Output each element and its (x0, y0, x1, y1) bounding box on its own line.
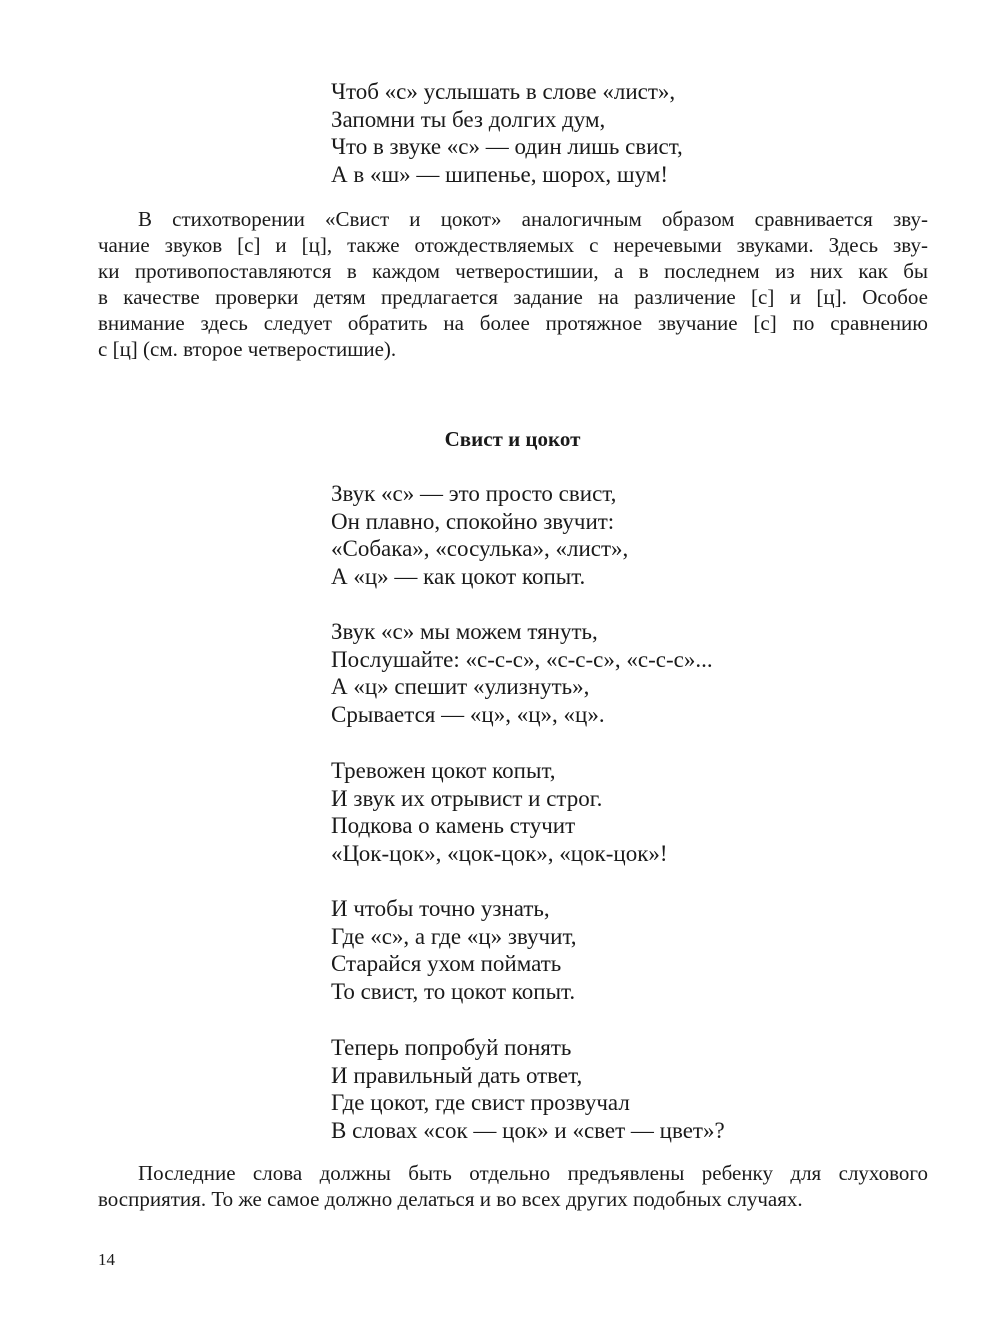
closing-paragraph (98, 1160, 928, 1212)
verse-line: Срывается — «ц», «ц», «ц». (331, 701, 605, 727)
paragraph-line: с [ц] (см. второе четверостишие). (98, 337, 397, 361)
poem-title: Свист и цокот (444, 427, 581, 451)
verse-line: Подкова о камень стучит (331, 813, 576, 838)
verse-line: И звук их отрывист и строг. (331, 785, 603, 811)
verse-line: Где цокот, где свист прозвучал (331, 1090, 630, 1115)
verse-line: Что в звуке «с» — один лишь свист, (331, 134, 683, 159)
verse-line: Звук «с» — это просто свист, (331, 481, 617, 506)
verse-line: То свист, то цокот копыт. (331, 978, 576, 1004)
verse-line: Где «с», а где «ц» звучит, (331, 923, 577, 949)
verse-line: Чтоб «с» услышать в слове «лист», (331, 79, 676, 104)
paragraph-line: Последние слова должны быть отдельно предъявлены ребенку для слухового (138, 1161, 928, 1185)
verse-line: Запомни ты без долгих дум, (331, 106, 606, 132)
poem-stanza-5 (331, 1034, 725, 1144)
verse-line: «Цок-цок», «цок-цок», «цок-цок»! (331, 840, 668, 866)
verse-line: Старайся ухом поймать (331, 951, 562, 976)
poem-stanza-2 (331, 618, 713, 728)
poem-stanza-4 (331, 895, 577, 1005)
verse-line: Он плавно, спокойно звучит: (331, 508, 615, 534)
verse-line: «Собака», «сосулька», «лист», (331, 536, 629, 561)
page-number: 14 (98, 1250, 115, 1269)
paragraph-line: В стихотворении «Свист и цокот» аналогичным образом сравнивается зву- (138, 207, 928, 231)
verse-line: И чтобы точно узнать, (331, 896, 550, 921)
poem-stanza-3 (331, 757, 668, 867)
verse-line: А в «ш» — шипенье, шорох, шум! (331, 161, 668, 187)
verse-line: Тревожен цокот копыт, (331, 758, 556, 783)
verse-line: И правильный дать ответ, (331, 1062, 583, 1088)
verse-line: Послушайте: «с-с-с», «с-с-с», «с-с-с»... (331, 646, 713, 672)
verse-line: А «ц» спешит «улизнуть», (331, 674, 590, 699)
verse-line: А «ц» — как цокот копыт. (331, 563, 586, 589)
paragraph-line: восприятия. То же самое должно делаться и во всех других подобных случаях. (98, 1187, 803, 1211)
explanation-paragraph (98, 206, 928, 362)
intro-stanza (331, 78, 683, 188)
paragraph-line: в качестве проверки детям предлагается задание на различение [с] и [ц]. Особое (98, 285, 928, 309)
paragraph-line: внимание здесь следует обратить на более протяжное звучание [с] по сравнению (98, 311, 928, 335)
verse-line: В словах «сок — цок» и «свет — цвет»? (331, 1117, 725, 1143)
verse-line: Звук «с» мы можем тянуть, (331, 619, 598, 644)
paragraph-line: чание звуков [с] и [ц], также отождествляемых с неречевыми звуками. Здесь зву- (98, 233, 928, 257)
paragraph-line: ки противопоставляются в каждом четверостишии, а в последнем из них как бы (98, 259, 928, 283)
verse-line: Теперь попробуй понять (331, 1035, 572, 1060)
poem-stanza-1 (331, 480, 628, 590)
